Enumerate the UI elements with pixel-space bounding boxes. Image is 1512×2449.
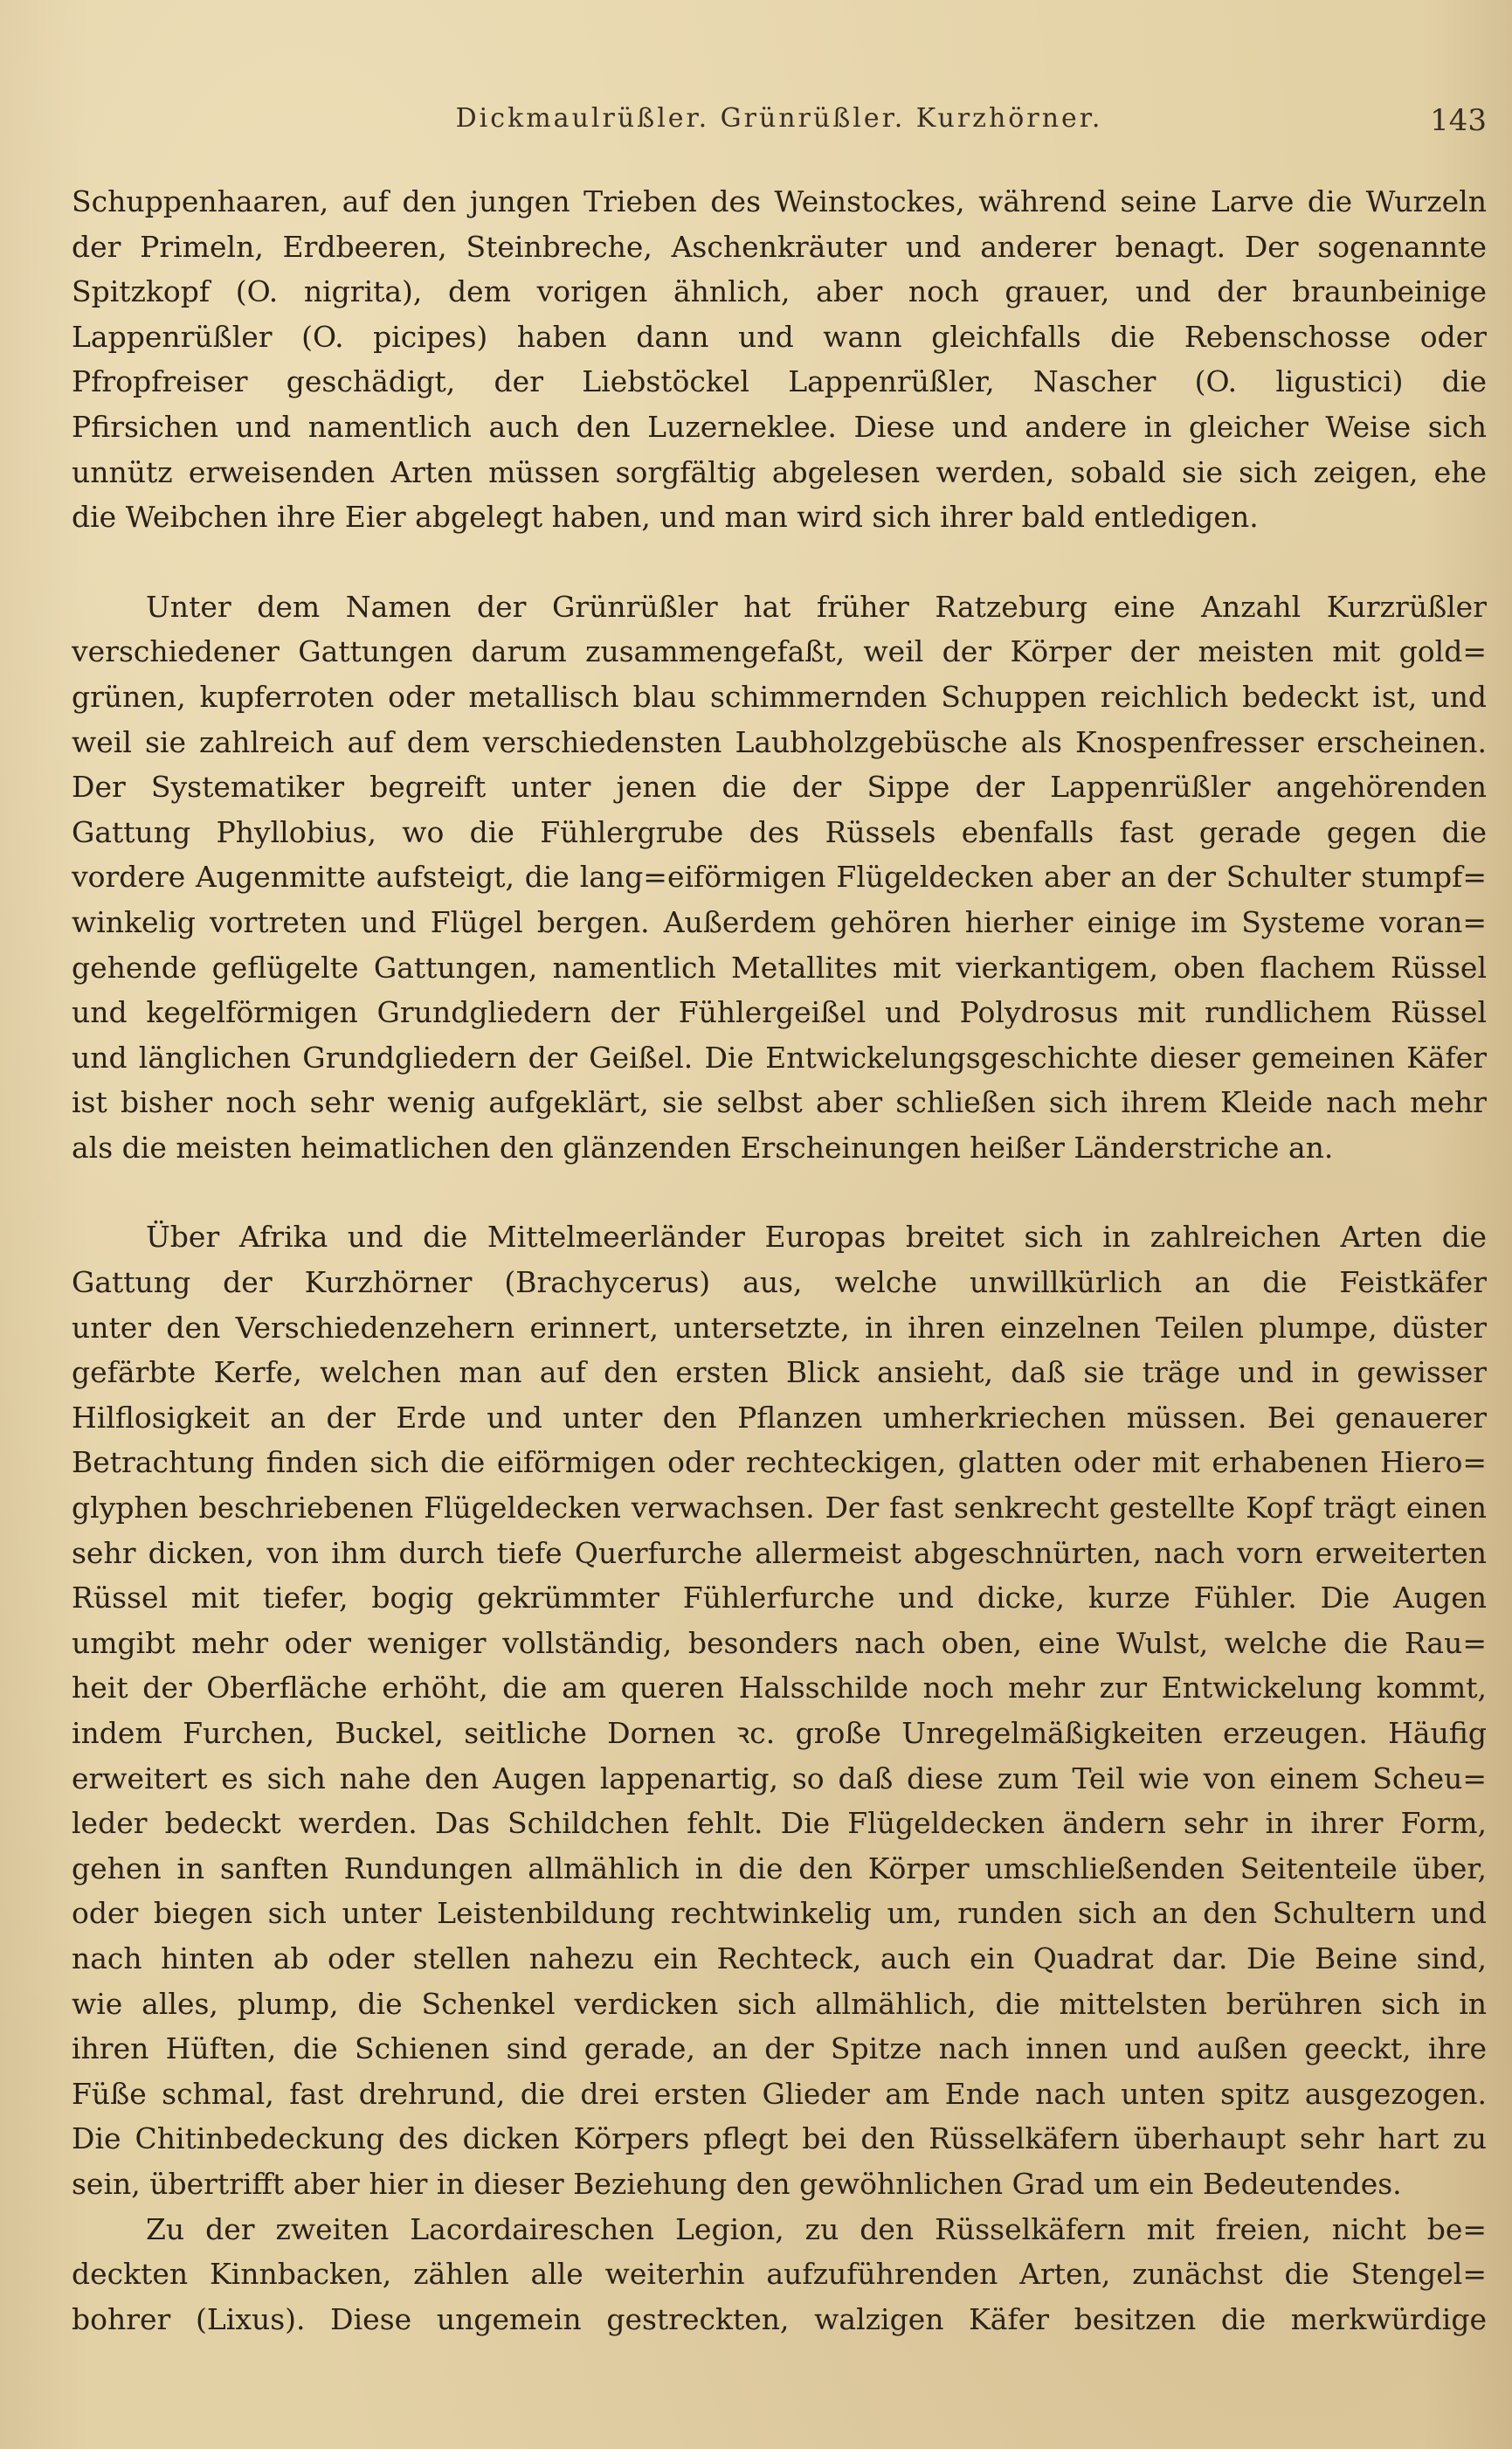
paragraph [72,585,1487,1171]
text-line: gehen in sanften Rundungen allmählich in die den Körper umschließenden Seitenteile über, [72,1851,1487,1885]
text-line: Spitzkopf (O. nigrita), dem vorigen ähnlich, aber noch grauer, und der braunbeinige [72,274,1487,309]
text-line: verschiedener Gattungen darum zusammengefaßt, weil der Körper der meisten mit gold= [72,634,1487,669]
paragraph-gap [72,540,1487,585]
text-line: Unter dem Namen der Grünrüßler hat früher Ratzeburg eine Anzahl Kurzrüßler [146,589,1487,624]
text-line: weil sie zahlreich auf dem verschiedensten Laubholzgebüsche als Knospenfresser erscheinen. [72,724,1487,759]
text-line: ihren Hüften, die Schienen sind gerade, an der Spitze nach innen und außen geeckt, ihre [72,2031,1487,2066]
paragraph [72,1214,1487,2206]
text-line: als die meisten heimatlichen den glänzenden Erscheinungen heißer Länderstriche an. [72,1130,1334,1165]
text-line: Lappenrüßler (O. picipes) haben dann und wann gleichfalls die Rebenschosse oder [72,319,1487,354]
paragraph-gap [72,1170,1487,1214]
text-line: Die Chitinbedeckung des dicken Körpers pflegt bei den Rüsselkäfern überhaupt sehr hart zu [72,2121,1487,2156]
text-line: oder biegen sich unter Leistenbildung rechtwinkelig um, runden sich an den Schultern und [72,1896,1487,1931]
text-line: deckten Kinnbacken, zählen alle weiterhin aufzuführenden Arten, zunächst die Stengel= [72,2257,1487,2292]
running-title: Dickmaulrüßler. Grünrüßler. Kurzhörner. [455,103,1103,134]
text-line: indem Furchen, Buckel, seitliche Dornen ꝛc. große Unregelmäßigkeiten erzeugen. Häufig [72,1716,1487,1750]
text-line: glyphen beschriebenen Flügeldecken verwachsen. Der fast senkrecht gestellte Kopf trägt einen [72,1491,1487,1525]
text-line: gehende geflügelte Gattungen, namentlich Metallites mit vierkantigem, oben flachem Rüssel [72,950,1487,985]
text-line: ist bisher noch sehr wenig aufgeklärt, sie selbst aber schließen sich ihrem Kleide nach mehr [72,1085,1487,1120]
text-line: leder bedeckt werden. Das Schildchen fehlt. Die Flügeldecken ändern sehr in ihrer Form, [72,1806,1487,1841]
text-line: sehr dicken, von ihm durch tiefe Querfurche allermeist abgeschnürten, nach vorn erweiterten [72,1535,1487,1570]
text-line: Gattung Phyllobius, wo die Fühlergrube des Rüssels ebenfalls fast gerade gegen die [72,814,1487,849]
text-line: wie alles, plump, die Schenkel verdicken sich allmählich, die mittelsten berühren sich in [72,1986,1487,2021]
paragraph [72,2207,1487,2342]
text-line: Betrachtung finden sich die eiförmigen oder rechteckigen, glatten oder mit erhabenen Hiero= [72,1445,1487,1480]
text-line: grünen, kupferroten oder metallisch blau schimmernden Schuppen reichlich bedeckt ist, und [72,679,1487,714]
text-line: Gattung der Kurzhörner (Brachycerus) aus, welche unwillkürlich an die Feistkäfer [72,1265,1487,1300]
text-line: Über Afrika und die Mittelmeerländer Europas breitet sich in zahlreichen Arten die [146,1220,1487,1255]
text-line: unnütz erweisenden Arten müssen sorgfältig abgelesen werden, sobald sie sich zeigen, ehe [72,454,1487,489]
text-line: gefärbte Kerfe, welchen man auf den ersten Blick ansieht, daß sie träge und in gewisser [72,1355,1487,1390]
text-line: Zu der zweiten Lacordaireschen Legion, zu den Rüsselkäfern mit freien, nicht be= [146,2211,1487,2246]
text-line: Füße schmal, fast drehrund, die drei ersten Glieder am Ende nach unten spitz ausgezogen. [72,2076,1487,2111]
text-line: und kegelförmigen Grundgliedern der Fühlergeißel und Polydrosus mit rundlichem Rüssel [72,995,1487,1030]
text-line: Rüssel mit tiefer, bogig gekrümmter Fühlerfurche und dicke, kurze Fühler. Die Augen [72,1581,1487,1615]
text-line: unter den Verschiedenzehern erinnert, untersetzte, in ihren einzelnen Teilen plumpe, düster [72,1310,1487,1345]
body-text [72,179,1487,2342]
text-line: Pfropfreiser geschädigt, der Liebstöckel Lappenrüßler, Nascher (O. ligustici) die [72,364,1487,399]
text-line: der Primeln, Erdbeeren, Steinbreche, Aschenkräuter und anderer benagt. Der sogenannte [72,229,1487,264]
running-head [72,103,1487,147]
text-line: Schuppenhaaren, auf den jungen Trieben des Weinstockes, während seine Larve die Wurzeln [72,184,1487,218]
text-line: Hilflosigkeit an der Erde und unter den Pflanzen umherkriechen müssen. Bei genauerer [72,1400,1487,1435]
page-number: 143 [1430,103,1487,138]
text-line: die Weibchen ihre Eier abgelegt haben, und man wird sich ihrer bald entledigen. [72,500,1259,535]
text-line: bohrer (Lixus). Diese ungemein gestreckten, walzigen Käfer besitzen die merkwürdige [72,2301,1487,2336]
text-line: nach hinten ab oder stellen nahezu ein Rechteck, auch ein Quadrat dar. Die Beine sind, [72,1941,1487,1975]
text-line: heit der Oberfläche erhöht, die am queren Halsschilde noch mehr zur Entwickelung kommt, [72,1671,1487,1705]
text-line: vordere Augenmitte aufsteigt, die lang=eiförmigen Flügeldecken aber an der Schulter stumpf= [72,860,1487,895]
paragraph [72,179,1487,540]
text-line: Pfirsichen und namentlich auch den Luzerneklee. Diese und andere in gleicher Weise sich [72,409,1487,444]
text-line: Der Systematiker begreift unter jenen die der Sippe der Lappenrüßler angehörenden [72,770,1487,805]
text-line: sein, übertrifft aber hier in dieser Beziehung den gewöhnlichen Grad um ein Bedeutendes. [72,2166,1402,2201]
paragraphs [72,179,1487,2342]
text-line: und länglichen Grundgliedern der Geißel. Die Entwickelungsgeschichte dieser gemeinen Käfer [72,1040,1487,1075]
text-line: winkelig vortreten und Flügel bergen. Außerdem gehören hierher einige im Systeme voran= [72,904,1487,939]
text-line: umgibt mehr oder weniger vollständig, besonders nach oben, eine Wulst, welche die Rau= [72,1625,1487,1660]
text-line: erweitert es sich nahe den Augen lappenartig, so daß diese zum Teil wie von einem Scheu= [72,1761,1487,1795]
